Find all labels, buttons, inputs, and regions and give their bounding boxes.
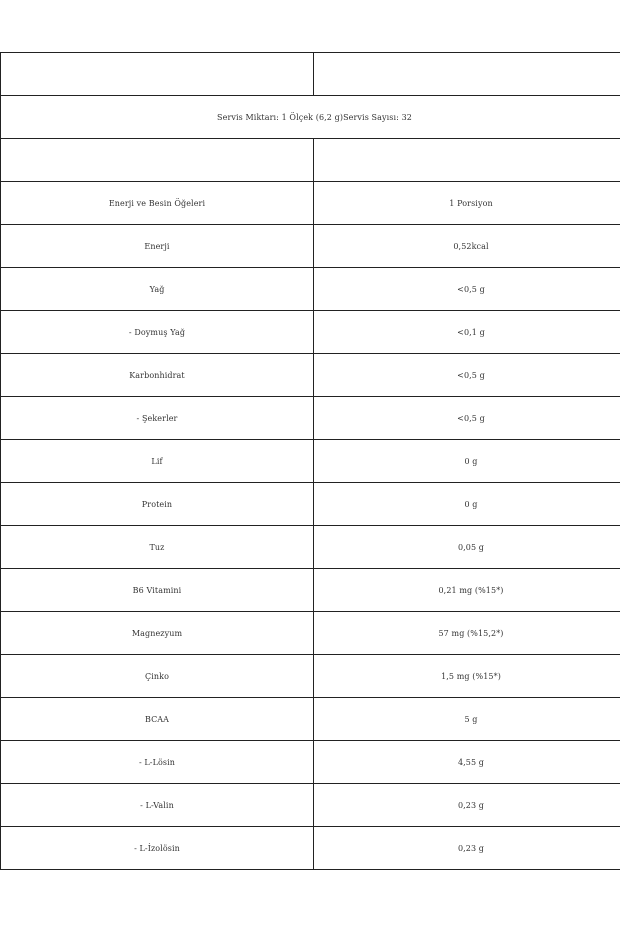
nutrition-facts-table (0, 52, 620, 870)
nutrient-value: 0,23 g (314, 784, 620, 827)
nutrient-name: Yağ (1, 268, 314, 311)
nutrient-value: 4,55 g (314, 741, 620, 784)
nutrient-name: - Şekerler (1, 397, 314, 440)
table-row (1, 784, 620, 827)
empty-cell (314, 53, 620, 96)
serving-info-row (1, 96, 620, 139)
nutrient-value: 0,21 mg (%15*) (314, 569, 620, 612)
table-row (1, 483, 620, 526)
nutrient-value: 0 g (314, 483, 620, 526)
nutrient-value: <0,1 g (314, 311, 620, 354)
nutrient-name: BCAA (1, 698, 314, 741)
nutrient-name: - L-İzolösin (1, 827, 314, 870)
nutrient-name: Karbonhidrat (1, 354, 314, 397)
table-row (1, 354, 620, 397)
nutrient-value: 1,5 mg (%15*) (314, 655, 620, 698)
empty-row-top (1, 53, 620, 96)
nutrient-name: - L-Lösin (1, 741, 314, 784)
table-row (1, 225, 620, 268)
header-nutrients-label: Enerji ve Besin Öğeleri (1, 182, 314, 225)
nutrient-name: Tuz (1, 526, 314, 569)
nutrient-value: <0,5 g (314, 354, 620, 397)
nutrient-name: B6 Vitamini (1, 569, 314, 612)
nutrient-name: - L-Valin (1, 784, 314, 827)
table-row (1, 440, 620, 483)
nutrient-value: 0 g (314, 440, 620, 483)
table-row (1, 655, 620, 698)
empty-cell (314, 139, 620, 182)
nutrient-name: Protein (1, 483, 314, 526)
table-row (1, 698, 620, 741)
nutrient-value: 0,52kcal (314, 225, 620, 268)
nutrient-name: Enerji (1, 225, 314, 268)
nutrient-value: 5 g (314, 698, 620, 741)
table-row (1, 311, 620, 354)
header-portion-label: 1 Porsiyon (314, 182, 620, 225)
nutrient-name: Çinko (1, 655, 314, 698)
serving-info-cell: Servis Miktarı: 1 Ölçek (6,2 g)Servis Sayısı: 32 (1, 96, 620, 139)
nutrient-name: Magnezyum (1, 612, 314, 655)
empty-cell (1, 139, 314, 182)
empty-cell (1, 53, 314, 96)
table-row (1, 741, 620, 784)
nutrient-name: - Doymuş Yağ (1, 311, 314, 354)
table-header-row (1, 182, 620, 225)
nutrient-value: 57 mg (%15,2*) (314, 612, 620, 655)
table-row (1, 827, 620, 870)
table-row (1, 569, 620, 612)
nutrient-name: Lif (1, 440, 314, 483)
nutrient-value: <0,5 g (314, 268, 620, 311)
table-row (1, 397, 620, 440)
table-row (1, 268, 620, 311)
table-row (1, 612, 620, 655)
table-row (1, 526, 620, 569)
nutrient-value: <0,5 g (314, 397, 620, 440)
empty-row-middle (1, 139, 620, 182)
nutrient-value: 0,05 g (314, 526, 620, 569)
nutrient-value: 0,23 g (314, 827, 620, 870)
